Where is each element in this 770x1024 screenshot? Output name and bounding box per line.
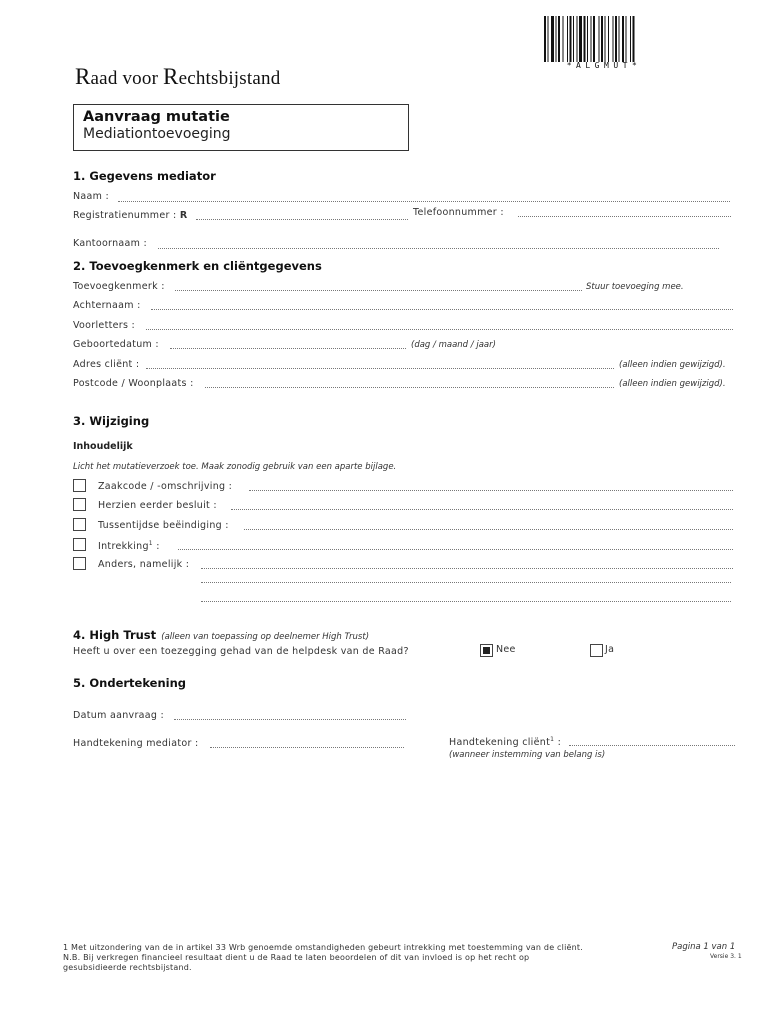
nee-checkbox[interactable] [480,644,493,657]
handtekening-client-note: (wanneer instemming van belang is) [449,750,606,760]
zaakcode-field[interactable] [249,490,733,491]
version-number: Versie 3. 1 [710,953,742,960]
page-number: Pagina 1 van 1 [672,942,736,952]
postcode-label: Postcode / Woonplaats : [73,378,194,389]
adres-note: (alleen indien gewijzigd). [619,360,726,370]
toevoegkenmerk-label: Toevoegkenmerk : [73,281,165,292]
kantoornaam-label: Kantoornaam : [73,238,148,249]
herzien-field[interactable] [231,509,733,510]
intrekking-field[interactable] [178,549,733,550]
high-trust-question: Heeft u over een toezegging gehad van de helpdesk van de Raad? [73,646,409,657]
anders-field-line-2[interactable] [201,582,731,583]
datum-label: Datum aanvraag : [73,710,165,721]
ja-checkbox[interactable] [590,644,603,657]
tussentijdse-checkbox[interactable] [73,518,86,531]
nee-label: Nee [496,644,516,655]
registratienummer-field[interactable] [196,219,408,220]
section-4-heading: 4. High Trust (alleen van toepassing op deelnemer High Trust) [73,628,370,642]
zaakcode-label: Zaakcode / -omschrijving : [98,481,233,492]
telefoonnummer-field[interactable] [518,216,731,217]
geboortedatum-note: (dag / maand / jaar) [411,340,496,350]
form-title-box [73,104,409,151]
achternaam-field[interactable] [151,309,733,310]
adres-field[interactable] [146,368,614,369]
kantoornaam-field[interactable] [158,248,719,249]
postcode-field[interactable] [205,387,614,388]
anders-field-line-1[interactable] [201,568,733,569]
registratienummer-label: Registratienummer : R [73,210,188,221]
section-1-heading: 1. Gegevens mediator [73,169,216,183]
handtekening-mediator-label: Handtekening mediator : [73,738,199,749]
toevoegkenmerk-note: Stuur toevoeging mee. [586,282,684,292]
ja-label: Ja [605,644,615,655]
section-3-heading: 3. Wijziging [73,414,150,428]
tussentijdse-label: Tussentijdse beëindiging : [98,520,229,531]
section-5-heading: 5. Ondertekening [73,676,187,690]
wijziging-instruction: Licht het mutatieverzoek toe. Maak zonodig gebruik van een aparte bijlage. [73,462,397,472]
section-2-heading: 2. Toevoegkenmerk en cliëntgegevens [73,259,322,273]
telefoonnummer-label: Telefoonnummer : [413,207,504,218]
organization-logo: Raad voor Rechtsbijstand [75,64,281,89]
postcode-note: (alleen indien gewijzigd). [619,379,726,389]
voorletters-field[interactable] [146,329,733,330]
geboortedatum-field[interactable] [170,348,406,349]
anders-checkbox[interactable] [73,557,86,570]
achternaam-label: Achternaam : [73,300,141,311]
tussentijdse-field[interactable] [244,529,733,530]
zaakcode-checkbox[interactable] [73,479,86,492]
barcode-image [544,16,662,62]
inhoudelijk-subheading: Inhoudelijk [73,441,133,452]
intrekking-label: Intrekking$^1$ : [98,540,160,553]
footnote: 1 Met uitzondering van de in artikel 33 Wrb genoemde omstandigheden gebeurt intrekking met toestemming van de cliënt. N.B. Bij verkregen financieel resultaat dient u de Raad te laten beoordelen of dit van invloed is op het recht op gesubsidieerde rechtsbijstand. [63,943,583,972]
adres-label: Adres cliënt : [73,359,140,370]
toevoegkenmerk-field[interactable] [175,290,582,291]
anders-field-line-3[interactable] [201,601,731,602]
datum-field[interactable] [174,719,406,720]
geboortedatum-label: Geboortedatum : [73,339,159,350]
naam-field[interactable] [118,201,730,202]
handtekening-mediator-field[interactable] [210,747,404,748]
intrekking-checkbox[interactable] [73,538,86,551]
form-subtitle: Mediationtoevoeging [83,126,231,142]
herzien-label: Herzien eerder besluit : [98,500,217,511]
naam-label: Naam : [73,191,110,202]
handtekening-client-field[interactable] [569,745,735,746]
voorletters-label: Voorletters : [73,320,136,331]
herzien-checkbox[interactable] [73,498,86,511]
form-title: Aanvraag mutatie [83,109,230,125]
anders-label: Anders, namelijk : [98,559,190,570]
handtekening-client-label: Handtekening cliënt$^1$ : [449,736,562,749]
barcode-text: *ALGMUT* [566,61,642,70]
